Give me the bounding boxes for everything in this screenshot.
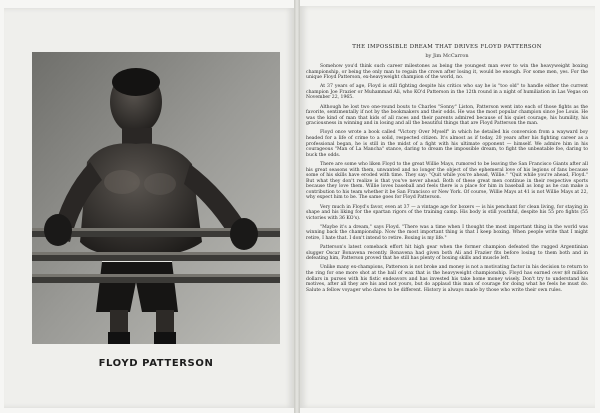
article-byline: by Jim McCarron: [425, 53, 469, 59]
boxer-photo: [32, 52, 280, 344]
article-paragraph: Unlike many ex-champions, Patterson is not broke and money is not a motivating factor in his decision to return to the ring for one more shot at the ball of wax that is the heavyweight championship. Floyd has earned over $8 million dollars in purses with his fistic endeavors and has invested his take home money wisely. Don't try to understand his motives, after all they are his and not yours, but do applaud this man of courage for doing what he feels he must do. Salute a fellow voyager who dares to be different. History is always made by those who write their own rules.: [306, 265, 588, 293]
article-paragraph: There are some who liken Floyd to the great Willie Mays, rumored to be leaving the San Francisco Giants after all his great seasons with them, unwanted and no longer the object of the ephemeral love of his legions of fans because some of his skills have eroded with time. They say: "Quit while you're ahead, Willie." "Quit while you're ahead, Floyd." But what they don't realize is that you've never ahead. Both of these great men continue in their respective sports because they love them. Willie loves baseball and feels there is a place for him in baseball as long as he can make a contribution to his team whether it be San Francisco or New York. Of course, Willie Mays at 41 is not Willie Mays at 22, why expect him to be. The same goes for Floyd Patterson.: [306, 161, 588, 201]
article-title: THE IMPOSSIBLE DREAM THAT DRIVES FLOYD PATTERSON: [352, 44, 542, 50]
article: [306, 44, 588, 404]
article-paragraph: "Maybe it's a dream," says Floyd. "There was a time when I thought the most important thing in the world was winning back the championship. Now the most important thing is that I keep boxing. When people write that I might retire, I hate that. I don't intend to retire. Boxing is my life.": [306, 224, 588, 242]
photo-caption: FLOYD PATTERSON: [98, 358, 214, 369]
article-paragraph: Although he lost two one-round bouts to Charles "Sonny" Liston, Patterson went into each of those fights as the favorite, sentimentally if not by the bookmakers and their odds. He was the most popular champion since Joe Louis. He was the kind of man that kids of all races and their parents admired because of his quiet courage, his humility, his graciousness in winning and in losing and all the beautiful things that are Floyd Patterson the man.: [306, 104, 588, 127]
article-paragraph: Floyd once wrote a book called "Victory Over Myself" in which he detailed his conversion from a wayward boy headed for a life of crime to a solid, respected citizen. It's almost as if today, 20 years after his fighting career as a professional began, he is still in the midst of a fight with his ultimate opponent — himself. We admire him in his courageous "Man of La Mancha" stance, daring to dream the impossible dream, to fight the unbeatable foe, daring to buck the odds.: [306, 130, 588, 158]
article-paragraph: Very much in Floyd's favor, even at 37 — a vintage age for boxers — is his penchant for clean living, for staying in shape and his liking for the spartan rigors of the training camp. His body is still youthful, despite his 55 pro fights (55 victories with 36 KO's).: [306, 204, 588, 221]
article-paragraph: At 37 years of age, Floyd is still fighting despite his critics who say he is "too old" to handle either the current champion Joe Frazier or Muhammad Ali, who KO'd Patterson in the 12th round in a night of humiliation in Las Vegas on November 22, 1965.: [306, 84, 588, 101]
article-paragraph: Patterson's latest comeback effort hit high gear when the former champion defeated the rugged Argentinian slugger Oscar Bonavena recently. Bonavena had given both Ali and Frazier fits before losing to them both and in defeating him, Patterson proved that he still has plenty of boxing skills and muscle left.: [306, 245, 588, 262]
boxer-photo-image: [32, 52, 280, 344]
article-paragraph: Somehow you'd think such career milestones as being the youngest man ever to win the heavyweight boxing championship, or being the only man to regain the crown after losing it, would be enough. For some men, yes. For the unique Floyd Patterson, ex-heavyweight champion of the world, no.: [306, 64, 588, 81]
